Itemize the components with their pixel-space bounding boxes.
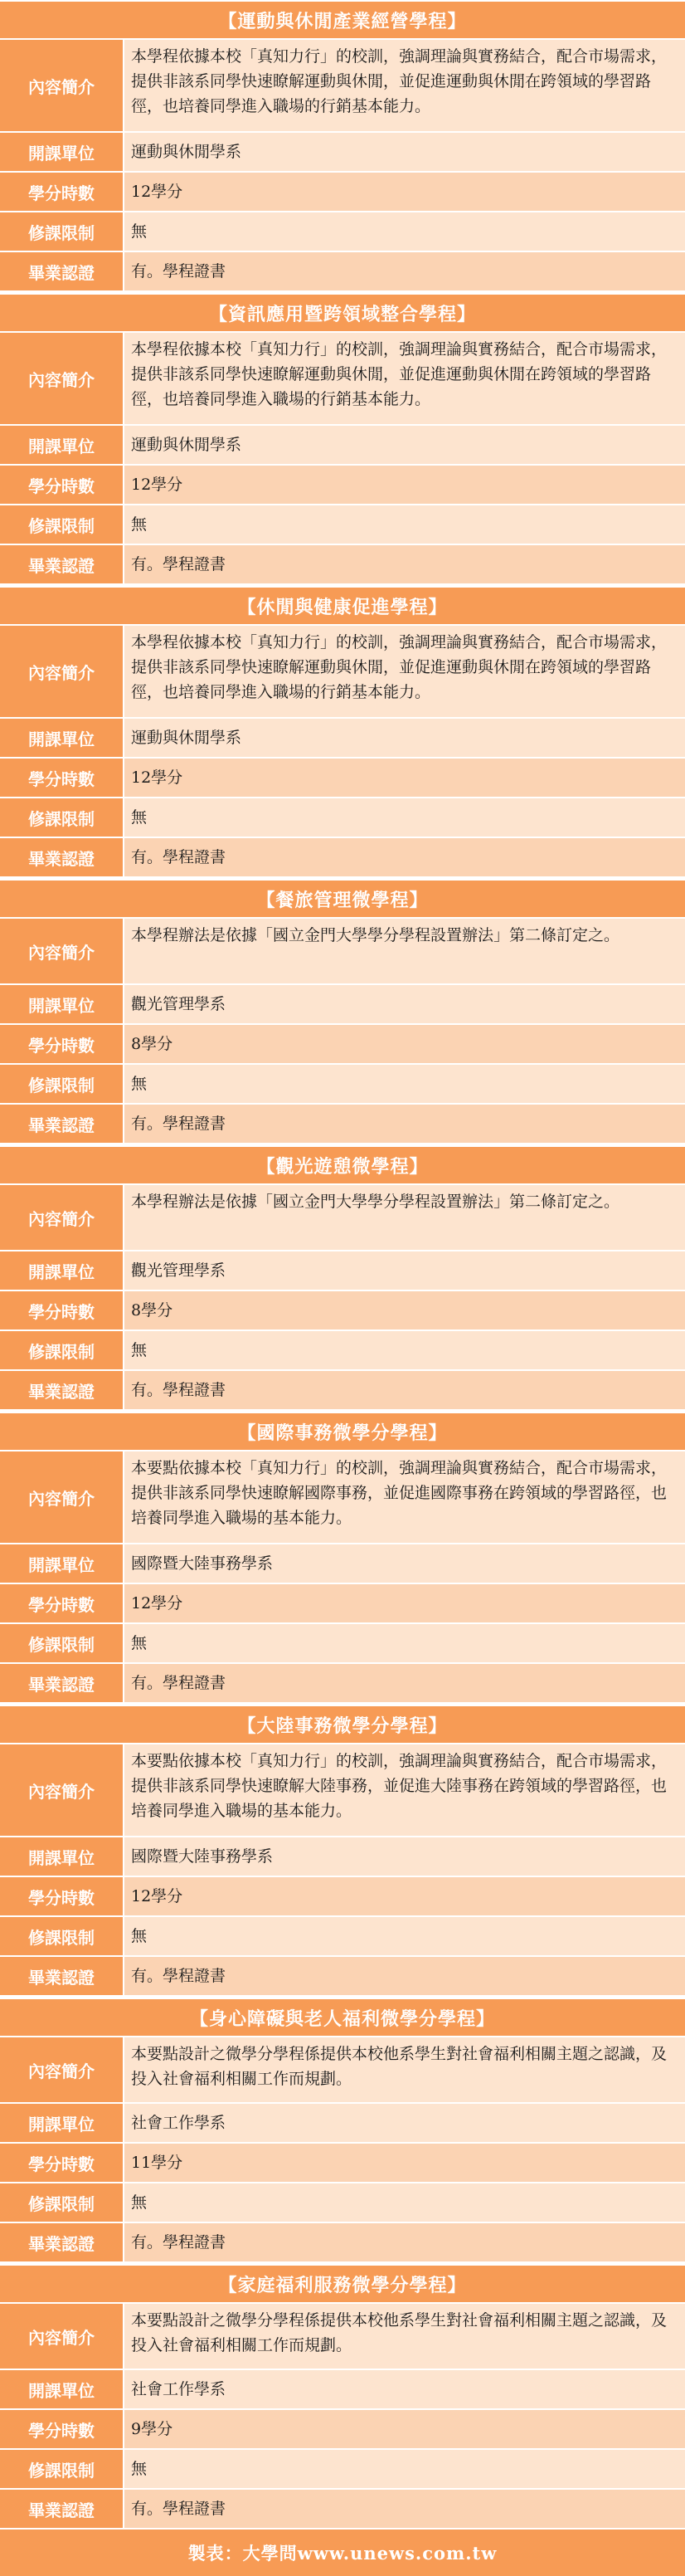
row-description: [0, 624, 685, 717]
row-certification: [0, 2222, 685, 2261]
label-limit: 修課限制: [0, 2450, 123, 2488]
label-unit: 開課單位: [0, 985, 123, 1023]
label-description: 內容簡介: [0, 2037, 123, 2102]
program-title: 【運動與休閒產業經營學程】: [0, 0, 685, 38]
label-description: 內容簡介: [0, 626, 123, 717]
row-credits: [0, 757, 685, 797]
label-limit: 修課限制: [0, 1917, 123, 1955]
value-certification: 有。學程證書: [123, 838, 685, 876]
footer-credit: 製表：大學問www.unews.com.tw: [0, 2530, 685, 2576]
value-certification: 有。學程證書: [123, 252, 685, 290]
row-description: [0, 1743, 685, 1836]
row-certification: [0, 1369, 685, 1409]
label-limit: 修課限制: [0, 2183, 123, 2222]
label-unit: 開課單位: [0, 719, 123, 757]
program-block: [0, 1705, 685, 1995]
label-credits: 學分時數: [0, 1877, 123, 1915]
value-limit: 無: [123, 2450, 685, 2488]
row-limit: [0, 1063, 685, 1103]
row-limit: [0, 504, 685, 544]
row-unit: [0, 1250, 685, 1290]
value-certification: 有。學程證書: [123, 1371, 685, 1409]
value-description: 本學程依據本校「真知力行」的校訓，強調理論與實務結合，配合市場需求，提供非該系同學快速瞭解運動與休閒，並促進運動與休閒在跨領域的學習路徑，也培養同學進入職場的行銷基本能力。: [123, 40, 685, 131]
label-description: 內容簡介: [0, 919, 123, 983]
value-credits: 12學分: [123, 1877, 685, 1915]
row-unit: [0, 1543, 685, 1583]
value-credits: 8學分: [123, 1025, 685, 1063]
row-unit: [0, 131, 685, 171]
program-block: [0, 1145, 685, 1409]
label-credits: 學分時數: [0, 1025, 123, 1063]
row-credits: [0, 464, 685, 504]
value-certification: 有。學程證書: [123, 1664, 685, 1702]
value-unit: 運動與休閒學系: [123, 426, 685, 464]
value-certification: 有。學程證書: [123, 2223, 685, 2261]
row-certification: [0, 1955, 685, 1995]
label-limit: 修課限制: [0, 1331, 123, 1369]
label-certification: 畢業認證: [0, 2223, 123, 2261]
row-limit: [0, 2182, 685, 2222]
value-certification: 有。學程證書: [123, 1957, 685, 1995]
label-limit: 修課限制: [0, 1624, 123, 1662]
value-credits: 11學分: [123, 2144, 685, 2182]
label-credits: 學分時數: [0, 2144, 123, 2182]
value-unit: 社會工作學系: [123, 2370, 685, 2408]
program-block: [0, 586, 685, 876]
row-unit: [0, 424, 685, 464]
value-credits: 9學分: [123, 2410, 685, 2448]
label-unit: 開課單位: [0, 426, 123, 464]
value-description: 本要點依據本校「真知力行」的校訓，強調理論與實務結合，配合市場需求，提供非該系同學快速瞭解大陸事務，並促進大陸事務在跨領域的學習路徑，也培養同學進入職場的基本能力。: [123, 1744, 685, 1836]
row-credits: [0, 2408, 685, 2448]
value-limit: 無: [123, 2183, 685, 2222]
label-certification: 畢業認證: [0, 2490, 123, 2528]
value-description: 本學程依據本校「真知力行」的校訓，強調理論與實務結合，配合市場需求，提供非該系同學快速瞭解運動與休閒，並促進運動與休閒在跨領域的學習路徑，也培養同學進入職場的行銷基本能力。: [123, 333, 685, 424]
label-credits: 學分時數: [0, 1291, 123, 1329]
program-title: 【觀光遊憩微學程】: [0, 1145, 685, 1183]
row-unit: [0, 1836, 685, 1876]
row-certification: [0, 1662, 685, 1702]
row-limit: [0, 1329, 685, 1369]
row-certification: [0, 837, 685, 876]
value-description: 本要點設計之微學分學程係提供本校他系學生對社會福利相關主題之認識，及投入社會福利相關工作而規劃。: [123, 2037, 685, 2102]
value-unit: 運動與休閒學系: [123, 719, 685, 757]
label-certification: 畢業認證: [0, 252, 123, 290]
label-limit: 修課限制: [0, 798, 123, 837]
label-unit: 開課單位: [0, 1837, 123, 1876]
value-unit: 運動與休閒學系: [123, 133, 685, 171]
label-credits: 學分時數: [0, 759, 123, 797]
value-certification: 有。學程證書: [123, 2490, 685, 2528]
value-credits: 12學分: [123, 759, 685, 797]
program-title: 【家庭福利服務微學分學程】: [0, 2264, 685, 2302]
label-certification: 畢業認證: [0, 1105, 123, 1143]
label-credits: 學分時數: [0, 466, 123, 504]
value-limit: 無: [123, 212, 685, 251]
row-description: [0, 2036, 685, 2102]
row-limit: [0, 2448, 685, 2488]
value-unit: 國際暨大陸事務學系: [123, 1544, 685, 1583]
row-limit: [0, 211, 685, 251]
label-certification: 畢業認證: [0, 1957, 123, 1995]
label-certification: 畢業認證: [0, 1371, 123, 1409]
value-certification: 有。學程證書: [123, 1105, 685, 1143]
label-certification: 畢業認證: [0, 545, 123, 583]
program-block: [0, 293, 685, 583]
program-block: [0, 0, 685, 290]
value-credits: 8學分: [123, 1291, 685, 1329]
value-unit: 社會工作學系: [123, 2104, 685, 2142]
label-unit: 開課單位: [0, 1544, 123, 1583]
label-limit: 修課限制: [0, 505, 123, 544]
value-description: 本要點依據本校「真知力行」的校訓，強調理論與實務結合，配合市場需求，提供非該系同學快速瞭解國際事務，並促進國際事務在跨領域的學習路徑，也培養同學進入職場的基本能力。: [123, 1451, 685, 1543]
label-limit: 修課限制: [0, 1065, 123, 1103]
value-limit: 無: [123, 1917, 685, 1955]
label-unit: 開課單位: [0, 1251, 123, 1290]
value-description: 本要點設計之微學分學程係提供本校他系學生對社會福利相關主題之認識，及投入社會福利相關工作而規劃。: [123, 2304, 685, 2369]
row-description: [0, 1450, 685, 1543]
value-credits: 12學分: [123, 173, 685, 211]
label-credits: 學分時數: [0, 1584, 123, 1622]
row-credits: [0, 1876, 685, 1915]
label-credits: 學分時數: [0, 173, 123, 211]
value-limit: 無: [123, 1624, 685, 1662]
label-description: 內容簡介: [0, 1185, 123, 1250]
value-description: 本學程依據本校「真知力行」的校訓，強調理論與實務結合，配合市場需求，提供非該系同學快速瞭解運動與休閒，並促進運動與休閒在跨領域的學習路徑，也培養同學進入職場的行銷基本能力。: [123, 626, 685, 717]
value-limit: 無: [123, 1331, 685, 1369]
label-description: 內容簡介: [0, 1744, 123, 1836]
row-unit: [0, 2102, 685, 2142]
row-limit: [0, 1622, 685, 1662]
value-limit: 無: [123, 505, 685, 544]
program-title: 【資訊應用暨跨領域整合學程】: [0, 293, 685, 331]
row-limit: [0, 1915, 685, 1955]
label-unit: 開課單位: [0, 2370, 123, 2408]
row-certification: [0, 1103, 685, 1143]
program-block: [0, 1998, 685, 2261]
label-certification: 畢業認證: [0, 1664, 123, 1702]
row-limit: [0, 797, 685, 837]
label-certification: 畢業認證: [0, 838, 123, 876]
value-limit: 無: [123, 1065, 685, 1103]
row-description: [0, 917, 685, 983]
value-unit: 國際暨大陸事務學系: [123, 1837, 685, 1876]
value-unit: 觀光管理學系: [123, 1251, 685, 1290]
value-credits: 12學分: [123, 466, 685, 504]
row-description: [0, 2302, 685, 2369]
program-block: [0, 879, 685, 1143]
row-certification: [0, 251, 685, 290]
label-limit: 修課限制: [0, 212, 123, 251]
label-unit: 開課單位: [0, 133, 123, 171]
value-certification: 有。學程證書: [123, 545, 685, 583]
row-unit: [0, 717, 685, 757]
row-certification: [0, 544, 685, 583]
row-unit: [0, 983, 685, 1023]
row-description: [0, 331, 685, 424]
row-description: [0, 1183, 685, 1250]
label-description: 內容簡介: [0, 2304, 123, 2369]
row-credits: [0, 2142, 685, 2182]
label-credits: 學分時數: [0, 2410, 123, 2448]
program-title: 【國際事務微學分學程】: [0, 1412, 685, 1450]
label-unit: 開課單位: [0, 2104, 123, 2142]
program-block: [0, 2264, 685, 2528]
label-description: 內容簡介: [0, 333, 123, 424]
label-description: 內容簡介: [0, 1451, 123, 1543]
value-description: 本學程辦法是依據「國立金門大學學分學程設置辦法」第二條訂定之。: [123, 1185, 685, 1250]
row-credits: [0, 171, 685, 211]
program-title: 【餐旅管理微學程】: [0, 879, 685, 917]
program-title: 【休閒與健康促進學程】: [0, 586, 685, 624]
row-unit: [0, 2369, 685, 2408]
row-description: [0, 38, 685, 131]
row-credits: [0, 1583, 685, 1622]
value-description: 本學程辦法是依據「國立金門大學學分學程設置辦法」第二條訂定之。: [123, 919, 685, 983]
program-block: [0, 1412, 685, 1702]
value-credits: 12學分: [123, 1584, 685, 1622]
row-credits: [0, 1023, 685, 1063]
program-title: 【大陸事務微學分學程】: [0, 1705, 685, 1743]
row-credits: [0, 1290, 685, 1329]
value-unit: 觀光管理學系: [123, 985, 685, 1023]
value-limit: 無: [123, 798, 685, 837]
program-title: 【身心障礙與老人福利微學分學程】: [0, 1998, 685, 2036]
row-certification: [0, 2488, 685, 2528]
label-description: 內容簡介: [0, 40, 123, 131]
